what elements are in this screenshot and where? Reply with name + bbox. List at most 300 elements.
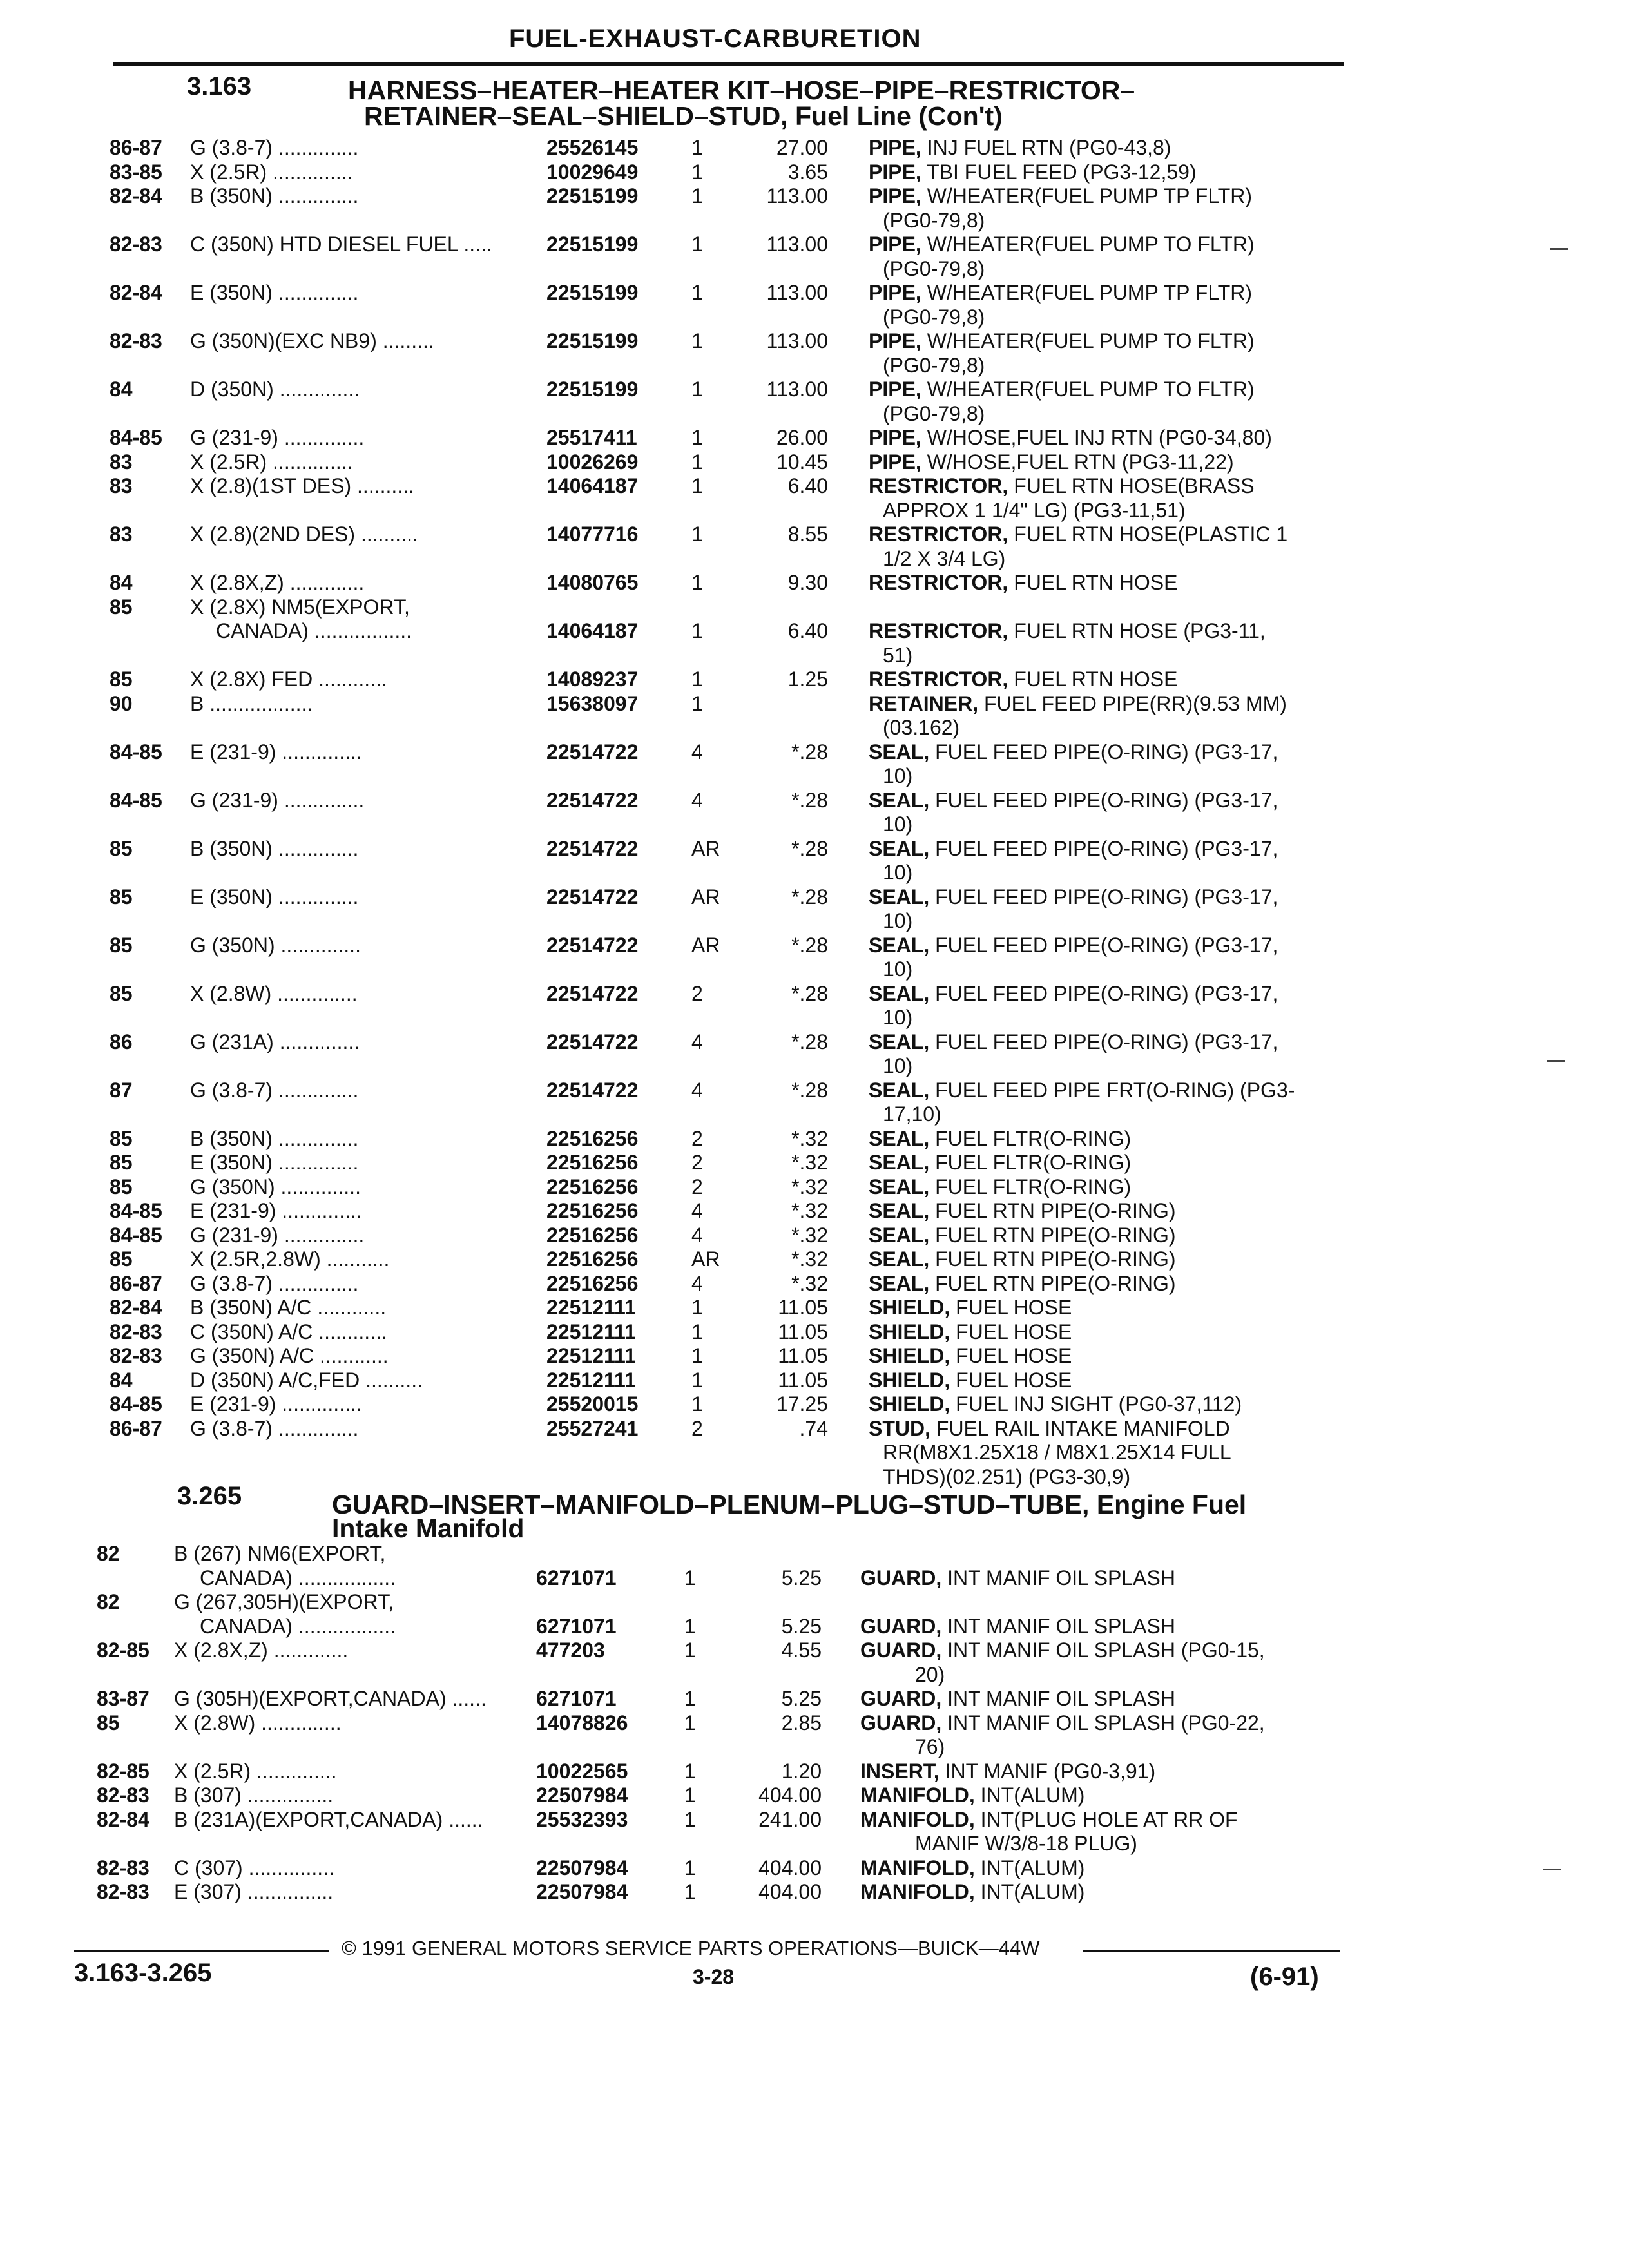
model-year: 84-85 — [110, 426, 162, 449]
description: SEAL, FUEL FLTR(O-RING) — [869, 1175, 1132, 1198]
description-keyword: SHIELD, — [869, 1296, 950, 1319]
description: SEAL, FUEL RTN PIPE(O-RING) — [869, 1223, 1176, 1247]
description: PIPE, W/HOSE,FUEL RTN (PG3-11,22) — [869, 450, 1234, 474]
table-row — [0, 522, 1629, 546]
model-year: 87 — [110, 1078, 133, 1102]
model-code: X (2.8X) FED ............ — [190, 668, 387, 691]
section-title-cont: Intake Manifold — [332, 1514, 525, 1543]
description-keyword: RESTRICTOR, — [869, 668, 1008, 691]
part-number: 477203 — [536, 1639, 605, 1662]
price: *.28 — [791, 885, 828, 908]
model-year: 85 — [110, 981, 133, 1005]
description-keyword: SEAL, — [869, 933, 930, 957]
part-number: 22514722 — [546, 933, 639, 957]
model-code: G (3.8-7) .............. — [190, 1271, 359, 1295]
description: GUARD, INT MANIF OIL SPLASH — [860, 1687, 1175, 1710]
part-number: 22507984 — [536, 1783, 628, 1807]
table-row — [0, 1078, 1629, 1102]
part-number: 10026269 — [546, 450, 639, 474]
model-code: X (2.8W) .............. — [190, 981, 358, 1005]
table-row — [0, 280, 1629, 305]
table-row — [0, 1175, 1629, 1199]
model-code: B (350N) .............. — [190, 184, 359, 207]
description-keyword: SEAL, — [869, 1175, 930, 1198]
part-number: 22512111 — [546, 1344, 636, 1367]
quantity: AR — [691, 836, 720, 860]
description: SEAL, FUEL FEED PIPE(O-RING) (PG3-17, — [869, 885, 1278, 908]
description-cont: (PG0-79,8) — [883, 256, 985, 280]
footer-page-number: 3-28 — [693, 1965, 735, 1988]
part-number: 22514722 — [546, 885, 639, 908]
price: 113.00 — [766, 378, 828, 401]
section-number: 3.265 — [177, 1482, 242, 1510]
table-row — [0, 595, 1629, 619]
model-year: 82-84 — [110, 281, 162, 304]
page-header: FUEL-EXHAUST-CARBURETION — [509, 24, 921, 53]
quantity: 1 — [691, 1320, 703, 1343]
quantity: 1 — [684, 1759, 696, 1783]
price: 11.05 — [778, 1296, 828, 1319]
description-keyword: GUARD, — [860, 1566, 942, 1590]
description: RESTRICTOR, FUEL RTN HOSE — [869, 571, 1178, 594]
description-cont: 10) — [883, 909, 913, 932]
quantity: 4 — [691, 1030, 703, 1053]
table-row — [0, 1198, 1629, 1223]
price: 6.40 — [787, 619, 828, 642]
quantity: 2 — [691, 1175, 703, 1198]
description-keyword: SEAL, — [869, 1271, 930, 1295]
description: SEAL, FUEL FLTR(O-RING) — [869, 1126, 1132, 1150]
price: 11.05 — [778, 1368, 828, 1392]
description-cont: 1/2 X 3/4 LG) — [883, 546, 1006, 570]
part-number: 6271071 — [536, 1566, 617, 1590]
price: 5.25 — [781, 1687, 822, 1710]
price: 404.00 — [758, 1856, 822, 1879]
quantity: 1 — [691, 378, 703, 401]
description-keyword: GUARD, — [860, 1639, 942, 1662]
description-keyword: PIPE, — [869, 426, 921, 449]
table-row — [0, 1638, 1629, 1662]
table-row — [0, 474, 1629, 498]
price: *.32 — [791, 1271, 828, 1295]
quantity: AR — [691, 933, 720, 957]
part-number: 22516256 — [546, 1151, 639, 1174]
description-keyword: GUARD, — [860, 1711, 942, 1735]
description: MANIFOLD, INT(ALUM) — [860, 1880, 1085, 1903]
description-cont: 51) — [883, 643, 913, 667]
model-code: G (3.8-7) .............. — [190, 1416, 359, 1440]
quantity: 1 — [684, 1856, 696, 1879]
model-code: G (231-9) .............. — [190, 1223, 365, 1247]
table-row — [0, 1150, 1629, 1175]
quantity: 1 — [691, 571, 703, 594]
table-row — [0, 1295, 1629, 1320]
description: MANIFOLD, INT(ALUM) — [860, 1783, 1085, 1807]
description-keyword: PIPE, — [869, 233, 921, 256]
description: PIPE, TBI FUEL FEED (PG3-12,59) — [869, 160, 1197, 184]
description-cont: 17,10) — [883, 1102, 941, 1126]
footer-section-range: 3.163-3.265 — [74, 1959, 212, 1987]
model-year: 82-84 — [97, 1807, 149, 1831]
model-code-cont: CANADA) ................. — [200, 1614, 396, 1638]
quantity: 1 — [691, 281, 703, 304]
footer-copyright: © 1991 GENERAL MOTORS SERVICE PARTS OPERATIONS—BUICK—44W — [342, 1937, 1040, 1959]
part-number: 22515199 — [546, 184, 639, 207]
table-row — [0, 1807, 1629, 1832]
table-row — [0, 1711, 1629, 1735]
model-code: X (2.8X,Z) ............. — [174, 1639, 349, 1662]
description: PIPE, W/HOSE,FUEL INJ RTN (PG0-34,80) — [869, 426, 1272, 449]
quantity: 1 — [691, 1368, 703, 1392]
model-year: 86-87 — [110, 1416, 162, 1440]
quantity: 4 — [691, 1271, 703, 1295]
quantity: 1 — [684, 1807, 696, 1831]
description: GUARD, INT MANIF OIL SPLASH — [860, 1614, 1175, 1638]
description-cont: (PG0-79,8) — [883, 305, 985, 329]
quantity: 4 — [691, 740, 703, 764]
part-number: 22507984 — [536, 1880, 628, 1903]
description-keyword: SEAL, — [869, 1199, 930, 1222]
quantity: 1 — [684, 1880, 696, 1903]
model-code: E (307) ............... — [174, 1880, 334, 1903]
model-year: 85 — [110, 1247, 133, 1271]
description-cont: RR(M8X1.25X18 / M8X1.25X14 FULL — [883, 1441, 1231, 1464]
quantity: 4 — [691, 1078, 703, 1102]
table-row — [0, 1686, 1629, 1711]
model-code: B (231A)(EXPORT,CANADA) ...... — [174, 1807, 483, 1831]
description: PIPE, W/HEATER(FUEL PUMP TO FLTR) — [869, 233, 1255, 256]
price: 113.00 — [766, 281, 828, 304]
model-code: C (350N) A/C ............ — [190, 1320, 387, 1343]
model-year: 83-85 — [110, 160, 162, 184]
quantity: 2 — [691, 1416, 703, 1440]
model-year: 85 — [110, 836, 133, 860]
model-code: X (2.8X) NM5(EXPORT, — [190, 595, 410, 619]
model-year: 83 — [110, 474, 133, 497]
part-number: 14064187 — [546, 474, 639, 497]
price: 8.55 — [787, 523, 828, 546]
description-cont: 10) — [883, 957, 913, 981]
price: 5.25 — [781, 1614, 822, 1638]
description-cont: (PG0-79,8) — [883, 401, 985, 425]
table-row — [0, 425, 1629, 450]
model-code: G (231-9) .............. — [190, 426, 365, 449]
price: 1.25 — [787, 668, 828, 691]
model-year: 84-85 — [110, 788, 162, 812]
model-code: E (231-9) .............. — [190, 740, 362, 764]
model-year: 83 — [110, 523, 133, 546]
quantity: 4 — [691, 788, 703, 812]
table-row-cont — [0, 1614, 1629, 1639]
description-cont: 10) — [883, 764, 913, 787]
description: RESTRICTOR, FUEL RTN HOSE(PLASTIC 1 — [869, 523, 1288, 546]
table-row — [0, 1541, 1629, 1566]
description: RESTRICTOR, FUEL RTN HOSE(BRASS — [869, 474, 1255, 497]
model-code: X (2.5R) .............. — [190, 160, 353, 184]
description-keyword: RESTRICTOR, — [869, 523, 1008, 546]
description-keyword: SEAL, — [869, 788, 930, 812]
description-keyword: RESTRICTOR, — [869, 571, 1008, 594]
model-code: C (350N) HTD DIESEL FUEL ..... — [190, 233, 492, 256]
description-cont: MANIF W/3/8-18 PLUG) — [915, 1832, 1137, 1855]
description-keyword: MANIFOLD, — [860, 1807, 975, 1831]
description: SHIELD, FUEL HOSE — [869, 1344, 1072, 1367]
description-keyword: GUARD, — [860, 1614, 942, 1638]
quantity: 1 — [684, 1639, 696, 1662]
price: 17.25 — [776, 1392, 828, 1416]
table-row — [0, 1271, 1629, 1296]
model-year: 82-83 — [97, 1856, 149, 1879]
quantity: 1 — [691, 619, 703, 642]
description-keyword: PIPE, — [869, 450, 921, 474]
description-keyword: SEAL, — [869, 885, 930, 908]
quantity: 1 — [691, 523, 703, 546]
price: 26.00 — [776, 426, 828, 449]
model-code: G (305H)(EXPORT,CANADA) ...... — [174, 1687, 487, 1710]
description: PIPE, INJ FUEL RTN (PG0-43,8) — [869, 136, 1171, 159]
part-number: 22514722 — [546, 788, 639, 812]
table-row — [0, 740, 1629, 764]
price: 2.85 — [781, 1711, 822, 1735]
top-rule — [113, 62, 1344, 66]
price: 10.45 — [776, 450, 828, 474]
description: SEAL, FUEL FEED PIPE FRT(O-RING) (PG3- — [869, 1078, 1295, 1102]
price: *.28 — [791, 1078, 828, 1102]
description-keyword: PIPE, — [869, 160, 921, 184]
description: GUARD, INT MANIF OIL SPLASH (PG0-22, — [860, 1711, 1265, 1735]
part-number: 25527241 — [546, 1416, 639, 1440]
description-keyword: STUD, — [869, 1416, 930, 1440]
model-year: 84-85 — [110, 1223, 162, 1247]
model-year: 82-83 — [110, 233, 162, 256]
model-year: 82-84 — [110, 184, 162, 207]
part-number: 22515199 — [546, 281, 639, 304]
description: SHIELD, FUEL HOSE — [869, 1296, 1072, 1319]
quantity: 1 — [691, 329, 703, 352]
description-keyword: SEAL, — [869, 981, 930, 1005]
part-number: 22516256 — [546, 1247, 639, 1271]
description: INSERT, INT MANIF (PG0-3,91) — [860, 1759, 1156, 1783]
description: MANIFOLD, INT(ALUM) — [860, 1856, 1085, 1879]
model-code: G (350N) .............. — [190, 933, 361, 957]
part-number: 22507984 — [536, 1856, 628, 1879]
model-code: G (231-9) .............. — [190, 788, 365, 812]
description-keyword: SHIELD, — [869, 1368, 950, 1392]
description: STUD, FUEL RAIL INTAKE MANIFOLD — [869, 1416, 1230, 1440]
description-keyword: PIPE, — [869, 184, 921, 207]
price: *.28 — [791, 788, 828, 812]
quantity: 1 — [691, 1392, 703, 1416]
quantity: 1 — [691, 668, 703, 691]
model-code: G (350N) A/C ............ — [190, 1344, 389, 1367]
part-number: 25517411 — [546, 426, 637, 449]
part-number: 10029649 — [546, 160, 639, 184]
model-year: 82 — [97, 1590, 120, 1613]
price: 6.40 — [787, 474, 828, 497]
model-code: B (307) ............... — [174, 1783, 334, 1807]
table-row-cont — [0, 619, 1629, 643]
table-row — [0, 450, 1629, 474]
part-number: 22515199 — [546, 233, 639, 256]
part-number: 25520015 — [546, 1392, 639, 1416]
description: SEAL, FUEL FEED PIPE(O-RING) (PG3-17, — [869, 836, 1278, 860]
quantity: 1 — [684, 1711, 696, 1735]
price: 4.55 — [781, 1639, 822, 1662]
description: SEAL, FUEL RTN PIPE(O-RING) — [869, 1247, 1176, 1271]
model-code: D (350N) A/C,FED .......... — [190, 1368, 423, 1392]
section-title-cont: RETAINER–SEAL–SHIELD–STUD, Fuel Line (Con't) — [364, 101, 1003, 131]
description: SEAL, FUEL RTN PIPE(O-RING) — [869, 1271, 1176, 1295]
model-year: 86-87 — [110, 136, 162, 159]
price: 113.00 — [766, 329, 828, 352]
description-cont: (PG0-79,8) — [883, 208, 985, 232]
price: *.32 — [791, 1199, 828, 1222]
model-code: X (2.8)(1ST DES) .......... — [190, 474, 414, 497]
footer-rule — [74, 1950, 329, 1952]
description: SEAL, FUEL FLTR(O-RING) — [869, 1151, 1132, 1174]
description: RETAINER, FUEL FEED PIPE(RR)(9.53 MM) — [869, 691, 1287, 715]
quantity: AR — [691, 885, 720, 908]
model-code: X (2.5R) .............. — [190, 450, 353, 474]
description: MANIFOLD, INT(PLUG HOLE AT RR OF — [860, 1807, 1238, 1831]
part-number: 22514722 — [546, 836, 639, 860]
table-row — [0, 691, 1629, 716]
quantity: 1 — [691, 160, 703, 184]
model-year: 84-85 — [110, 740, 162, 764]
model-code: X (2.8)(2ND DES) .......... — [190, 523, 418, 546]
description-cont: APPROX 1 1/4" LG) (PG3-11,51) — [883, 498, 1186, 522]
part-number: 14089237 — [546, 668, 639, 691]
description: RESTRICTOR, FUEL RTN HOSE — [869, 668, 1178, 691]
part-number: 22516256 — [546, 1271, 639, 1295]
price: 404.00 — [758, 1880, 822, 1903]
description: SEAL, FUEL FEED PIPE(O-RING) (PG3-17, — [869, 933, 1278, 957]
table-row — [0, 1343, 1629, 1368]
edge-mark — [1543, 1869, 1561, 1870]
description-keyword: RESTRICTOR, — [869, 474, 1008, 497]
description: SHIELD, FUEL HOSE — [869, 1368, 1072, 1392]
table-row-cont — [0, 1566, 1629, 1590]
quantity: 1 — [691, 691, 703, 715]
footer-rule — [1083, 1950, 1340, 1952]
table-row — [0, 1320, 1629, 1344]
model-code: X (2.8X,Z) ............. — [190, 571, 365, 594]
price: *.32 — [791, 1247, 828, 1271]
table-row — [0, 1126, 1629, 1151]
model-year: 85 — [97, 1711, 120, 1735]
description-cont: 10) — [883, 1054, 913, 1077]
price: 1.20 — [781, 1759, 822, 1783]
model-code: X (2.5R) .............. — [174, 1759, 337, 1783]
description: SEAL, FUEL FEED PIPE(O-RING) (PG3-17, — [869, 740, 1278, 764]
model-year: 84 — [110, 571, 133, 594]
model-code: G (350N)(EXC NB9) ......... — [190, 329, 434, 352]
model-code: G (3.8-7) .............. — [190, 1078, 359, 1102]
part-number: 22512111 — [546, 1296, 636, 1319]
table-row — [0, 1247, 1629, 1271]
model-year: 86-87 — [110, 1271, 162, 1295]
table-row — [0, 1030, 1629, 1054]
description-keyword: INSERT, — [860, 1759, 940, 1783]
edge-mark — [1550, 248, 1568, 250]
description-keyword: SEAL, — [869, 836, 930, 860]
description-keyword: SEAL, — [869, 1247, 930, 1271]
part-number: 10022565 — [536, 1759, 628, 1783]
description-keyword: SEAL, — [869, 1223, 930, 1247]
part-number: 22514722 — [546, 981, 639, 1005]
model-code: E (350N) .............. — [190, 1151, 359, 1174]
model-code: G (267,305H)(EXPORT, — [174, 1590, 394, 1613]
quantity: 4 — [691, 1223, 703, 1247]
model-year: 84 — [110, 378, 133, 401]
table-row — [0, 1416, 1629, 1441]
model-code: E (231-9) .............. — [190, 1199, 362, 1222]
description-keyword: PIPE, — [869, 281, 921, 304]
model-code: E (231-9) .............. — [190, 1392, 362, 1416]
description-keyword: SEAL, — [869, 740, 930, 764]
quantity: 2 — [691, 1151, 703, 1174]
model-year: 83 — [110, 450, 133, 474]
description-keyword: SHIELD, — [869, 1320, 950, 1343]
part-number: 22514722 — [546, 1078, 639, 1102]
model-code-cont: CANADA) ................. — [216, 619, 412, 642]
description-keyword: MANIFOLD, — [860, 1856, 975, 1879]
table-row — [0, 1368, 1629, 1392]
price: *.32 — [791, 1175, 828, 1198]
quantity: 1 — [691, 1344, 703, 1367]
part-number: 22516256 — [546, 1199, 639, 1222]
model-year: 85 — [110, 885, 133, 908]
quantity: 4 — [691, 1199, 703, 1222]
description: GUARD, INT MANIF OIL SPLASH — [860, 1566, 1175, 1590]
model-code-cont: CANADA) ................. — [200, 1566, 396, 1590]
model-year: 82 — [97, 1542, 120, 1565]
part-number: 14080765 — [546, 571, 639, 594]
part-number: 22516256 — [546, 1223, 639, 1247]
model-code: B (350N) .............. — [190, 1126, 359, 1150]
model-year: 82-85 — [97, 1639, 149, 1662]
model-code: B (267) NM6(EXPORT, — [174, 1542, 386, 1565]
quantity: 1 — [684, 1614, 696, 1638]
model-year: 85 — [110, 1175, 133, 1198]
description: PIPE, W/HEATER(FUEL PUMP TP FLTR) — [869, 184, 1253, 207]
quantity: 2 — [691, 1126, 703, 1150]
model-year: 82-83 — [110, 329, 162, 352]
model-year: 85 — [110, 933, 133, 957]
model-year: 84-85 — [110, 1199, 162, 1222]
model-year: 85 — [110, 668, 133, 691]
table-row — [0, 329, 1629, 353]
description-keyword: PIPE, — [869, 329, 921, 352]
quantity: 1 — [684, 1687, 696, 1710]
part-number: 22515199 — [546, 329, 639, 352]
description-cont: THDS)(02.251) (PG3-30,9) — [883, 1465, 1131, 1488]
description-cont: (PG0-79,8) — [883, 353, 985, 377]
description: SEAL, FUEL FEED PIPE(O-RING) (PG3-17, — [869, 1030, 1278, 1053]
price: 11.05 — [778, 1320, 828, 1343]
quantity: AR — [691, 1247, 720, 1271]
part-number: 6271071 — [536, 1687, 617, 1710]
model-year: 85 — [110, 1151, 133, 1174]
price: *.32 — [791, 1151, 828, 1174]
description-keyword: SHIELD, — [869, 1344, 950, 1367]
description-keyword: GUARD, — [860, 1687, 942, 1710]
price: *.28 — [791, 836, 828, 860]
table-row — [0, 160, 1629, 184]
model-year: 85 — [110, 595, 133, 619]
description-cont: 20) — [915, 1662, 945, 1686]
price: *.32 — [791, 1126, 828, 1150]
